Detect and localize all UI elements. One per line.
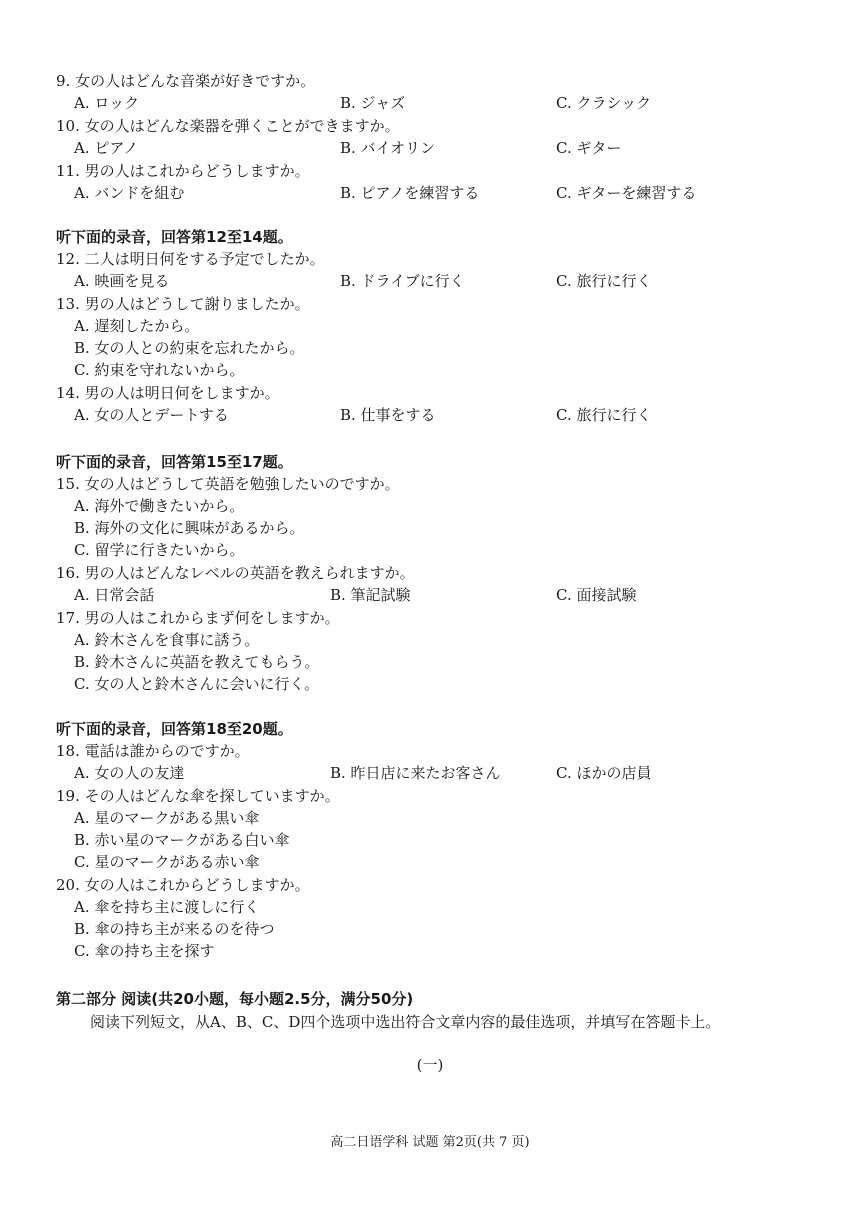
question-14-options bbox=[0, 404, 860, 426]
option-b: B. 筆記試験 bbox=[330, 586, 411, 604]
question-stem: 16. 男の人はどんなレベルの英語を教えられますか。 bbox=[56, 564, 415, 582]
option-c: C. ギター bbox=[556, 139, 622, 157]
question-stem: 13. 男の人はどうして謝りましたか。 bbox=[56, 295, 310, 313]
option-c-row bbox=[0, 673, 860, 695]
option-c: C. 傘の持ち主を探す bbox=[74, 942, 215, 960]
option-c: C. 旅行に行く bbox=[556, 406, 652, 424]
option-c: C. ほかの店員 bbox=[556, 764, 652, 782]
question-stem: 12. 二人は明日何をする予定でしたか。 bbox=[56, 250, 325, 268]
option-a: A. ロック bbox=[74, 94, 140, 112]
question-18-options bbox=[0, 762, 860, 784]
question-stem: 17. 男の人はこれからまず何をしますか。 bbox=[56, 609, 340, 627]
question-stem: 15. 女の人はどうして英語を勉強したいのですか。 bbox=[56, 475, 400, 493]
option-b: B. 赤い星のマークがある白い傘 bbox=[74, 831, 290, 849]
option-c: C. 面接試験 bbox=[556, 586, 637, 604]
option-b: B. 傘の持ち主が来るのを待つ bbox=[74, 920, 275, 938]
question-12 bbox=[0, 248, 860, 270]
question-11 bbox=[0, 160, 860, 182]
option-a: A. 映画を見る bbox=[74, 272, 170, 290]
option-b: B. ドライブに行く bbox=[340, 272, 465, 290]
option-c-row bbox=[0, 359, 860, 381]
option-a-row bbox=[0, 629, 860, 651]
question-12-options bbox=[0, 270, 860, 292]
question-10-options bbox=[0, 137, 860, 159]
question-17 bbox=[0, 607, 860, 629]
option-b-row bbox=[0, 829, 860, 851]
section-heading-18-20: 听下面的录音，回答第18至20题。 bbox=[56, 720, 293, 738]
option-b-row bbox=[0, 651, 860, 673]
option-b: B. ピアノを練習する bbox=[340, 184, 480, 202]
option-c: C. 留学に行きたいから。 bbox=[74, 541, 245, 559]
option-a: A. ピアノ bbox=[74, 139, 139, 157]
option-b: B. 鈴木さんに英語を教えてもらう。 bbox=[74, 653, 320, 671]
option-b-row bbox=[0, 517, 860, 539]
option-b: B. ジャズ bbox=[340, 94, 406, 112]
question-stem: 18. 電話は誰からのですか。 bbox=[56, 742, 250, 760]
question-9-options bbox=[0, 92, 860, 114]
question-11-options bbox=[0, 182, 860, 204]
question-13 bbox=[0, 293, 860, 315]
option-c: C. 女の人と鈴木さんに会いに行く。 bbox=[74, 675, 320, 693]
question-16 bbox=[0, 562, 860, 584]
question-stem: 20. 女の人はこれからどうしますか。 bbox=[56, 876, 310, 894]
subsection-marker: (一) bbox=[416, 1056, 444, 1074]
question-16-options bbox=[0, 584, 860, 606]
option-a-row bbox=[0, 807, 860, 829]
section-heading-12-14: 听下面的录音，回答第12至14题。 bbox=[56, 228, 293, 246]
option-a: A. 傘を持ち主に渡しに行く bbox=[74, 898, 260, 916]
option-a: A. 鈴木さんを食事に誘う。 bbox=[74, 631, 260, 649]
question-15 bbox=[0, 473, 860, 495]
page-footer: 高二日语学科 试题 第2页(共 7 页) bbox=[330, 1135, 530, 1150]
question-18 bbox=[0, 740, 860, 762]
option-a-row bbox=[0, 896, 860, 918]
option-b-row bbox=[0, 918, 860, 940]
option-c-row bbox=[0, 851, 860, 873]
question-20 bbox=[0, 874, 860, 896]
option-c-row bbox=[0, 940, 860, 962]
option-b: B. 海外の文化に興味があるから。 bbox=[74, 519, 305, 537]
option-c: C. 星のマークがある赤い傘 bbox=[74, 853, 260, 871]
option-b: B. 仕事をする bbox=[340, 406, 436, 424]
option-c: C. 旅行に行く bbox=[556, 272, 652, 290]
question-stem: 11. 男の人はこれからどうしますか。 bbox=[56, 162, 310, 180]
option-a: A. 女の人とデートする bbox=[74, 406, 229, 424]
option-b: B. 昨日店に来たお客さん bbox=[330, 764, 501, 782]
question-19 bbox=[0, 785, 860, 807]
option-a: A. 日常会話 bbox=[74, 586, 155, 604]
part2-heading: 第二部分 阅读(共20小题，每小题2.5分，满分50分) bbox=[56, 990, 414, 1008]
option-a: A. 遅刻したから。 bbox=[74, 317, 200, 335]
question-14 bbox=[0, 382, 860, 404]
option-a-row bbox=[0, 495, 860, 517]
option-c: C. ギターを練習する bbox=[556, 184, 697, 202]
option-a: A. 星のマークがある黒い傘 bbox=[74, 809, 260, 827]
option-a-row bbox=[0, 315, 860, 337]
question-10 bbox=[0, 115, 860, 137]
option-b-row bbox=[0, 337, 860, 359]
question-stem: 14. 男の人は明日何をしますか。 bbox=[56, 384, 280, 402]
option-b: B. バイオリン bbox=[340, 139, 436, 157]
option-b: B. 女の人との約束を忘れたから。 bbox=[74, 339, 305, 357]
option-a: A. 海外で働きたいから。 bbox=[74, 497, 245, 515]
option-c: C. クラシック bbox=[556, 94, 652, 112]
question-stem: 9. 女の人はどんな音楽が好きですか。 bbox=[56, 72, 316, 90]
option-a: A. バンドを組む bbox=[74, 184, 185, 202]
option-c-row bbox=[0, 539, 860, 561]
option-a: A. 女の人の友達 bbox=[74, 764, 185, 782]
option-c: C. 約束を守れないから。 bbox=[74, 361, 245, 379]
section-heading-15-17: 听下面的录音，回答第15至17题。 bbox=[56, 453, 293, 471]
question-stem: 10. 女の人はどんな楽器を弾くことができますか。 bbox=[56, 117, 400, 135]
question-9 bbox=[0, 70, 860, 92]
part2-instruction: 阅读下列短文，从A、B、C、D四个选项中选出符合文章内容的最佳选项，并填写在答题卡上。 bbox=[90, 1013, 721, 1031]
question-stem: 19. その人はどんな傘を探していますか。 bbox=[56, 787, 340, 805]
